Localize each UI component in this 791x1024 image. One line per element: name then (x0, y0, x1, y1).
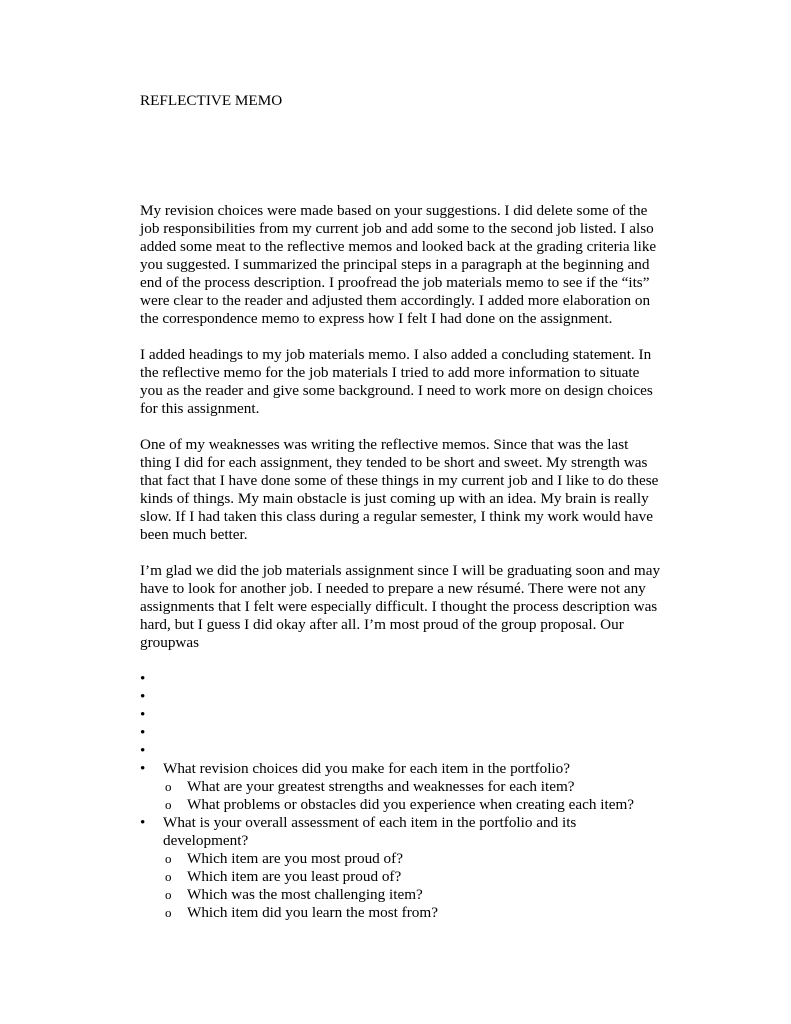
paragraph-line: My revision choices were made based on your suggestions. I did delete some of the (140, 202, 648, 219)
paragraph-line: that fact that I have done some of these things in my current job and I like to do these (140, 472, 659, 489)
bullet-list (140, 670, 680, 922)
paragraph-line: job responsibilities from my current job and add some to the second job listed. I also (140, 220, 654, 237)
paragraph-line: hard, but I guess I did okay after all. I’m most proud of the group proposal. Our (140, 616, 624, 633)
bullet-text: development? (163, 832, 249, 849)
sub-bullet-item: o Which item did you learn the most from? (140, 904, 680, 922)
bullet-item-revision-choices (140, 760, 680, 814)
sub-bullet-item: o Which item are you most proud of? (140, 850, 680, 868)
paragraph-job-materials (140, 562, 680, 652)
paragraph-line: I’m glad we did the job materials assignment since I will be graduating soon and may (140, 562, 661, 579)
paragraph-line: have to look for another job. I needed to prepare a new résumé. There were not any (140, 580, 646, 597)
paragraph-line: I added headings to my job materials memo. I also added a concluding statement. In (140, 346, 652, 363)
sub-bullet-list (140, 778, 680, 814)
paragraph-line: kinds of things. My main obstacle is just coming up with an idea. My brain is really (140, 490, 649, 507)
paragraph-line: the reflective memo for the job materials I tried to add more information to situate (140, 364, 640, 381)
paragraph-line: slow. If I had taken this class during a regular semester, I think my work would have (140, 508, 653, 525)
empty-bullet (140, 688, 680, 706)
empty-bullet (140, 742, 680, 760)
bullet-text: • What revision choices did you make for each item in the portfolio? (163, 760, 570, 777)
sub-bullet-list (140, 850, 680, 922)
document-page (140, 92, 680, 922)
empty-bullet (140, 706, 680, 724)
bullet-item-overall-assessment (140, 814, 680, 922)
paragraph-line: the correspondence memo to express how I felt I had done on the assignment. (140, 310, 613, 327)
sub-bullet-item: o What problems or obstacles did you experience when creating each item? (140, 796, 680, 814)
paragraph-line: for this assignment. (140, 400, 260, 417)
bullet-text: • What is your overall assessment of each item in the portfolio and its (163, 814, 577, 831)
sub-bullet-item: o Which was the most challenging item? (140, 886, 680, 904)
paragraph-line: been much better. (140, 526, 248, 543)
paragraph-line: assignments that I felt were especially difficult. I thought the process description was (140, 598, 658, 615)
paragraph-weaknesses (140, 436, 680, 544)
paragraph-line: end of the process description. I proofread the job materials memo to see if the “its” (140, 274, 650, 291)
sub-bullet-item: o What are your greatest strengths and weaknesses for each item? (140, 778, 680, 796)
paragraph-line: added some meat to the reflective memos and looked back at the grading criteria like (140, 238, 657, 255)
paragraph-headings (140, 346, 680, 418)
paragraph-line: you suggested. I summarized the principal steps in a paragraph at the beginning and (140, 256, 650, 273)
empty-bullet (140, 670, 680, 688)
paragraph-line: you as the reader and give some background. I need to work more on design choices (140, 382, 653, 399)
memo-title: REFLECTIVE MEMO (140, 92, 283, 109)
sub-bullet-item: o Which item are you least proud of? (140, 868, 680, 886)
paragraph-line: groupwas (140, 634, 200, 651)
paragraph-revision-choices (140, 202, 680, 328)
paragraph-line: One of my weaknesses was writing the reflective memos. Since that was the last (140, 436, 629, 453)
paragraph-line: were clear to the reader and adjusted them accordingly. I added more elaboration on (140, 292, 651, 309)
memo-body (140, 202, 680, 922)
paragraph-line: thing I did for each assignment, they tended to be short and sweet. My strength was (140, 454, 648, 471)
empty-bullet (140, 724, 680, 742)
